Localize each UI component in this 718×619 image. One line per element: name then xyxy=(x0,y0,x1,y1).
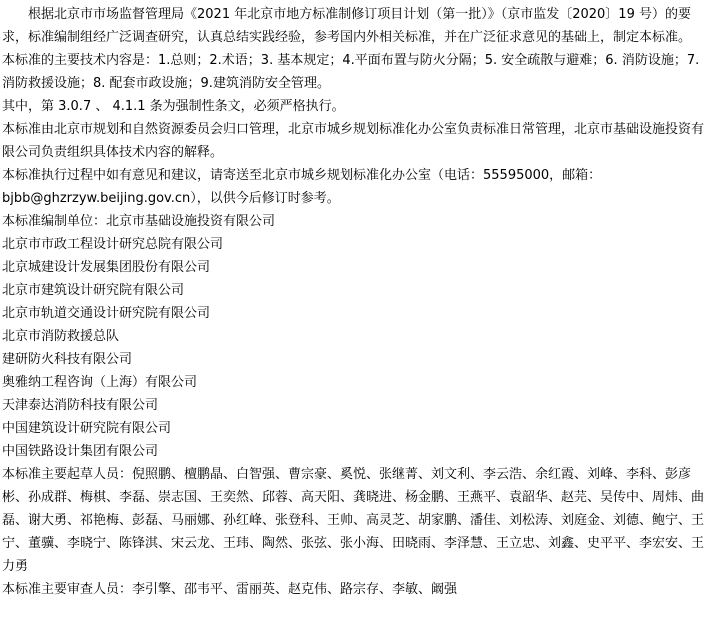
participating-unit: 北京市轨道交通设计研究院有限公司 xyxy=(2,306,211,321)
participating-unit: 中国建筑设计研究院有限公司 xyxy=(2,421,172,436)
participating-unit: 北京市市政工程设计研究总院有限公司 xyxy=(2,237,224,252)
drafters-paragraph: 本标准主要起草人员：倪照鹏、檀鹏晶、白智强、曹宗豪、奚悦、张继菁、刘文利、李云浩、余红霞、刘峰、李科、彭彦彬、孙成群、梅棋、李磊、崇志国、王奕然、邱蓉、高天阳、龚晓进、杨金鹏、王燕平、袁韶华、赵芫、吴传中、周炜、曲磊、谢大勇、祁艳梅、彭磊、马丽娜、孙红峰、张登科、王帅、高灵芝、胡家鹏、潘佳、刘松涛、刘庭金、刘德、鲍宁、王宁、董骥、李晓宁、陈锋淇、宋云龙、王玮、陶然、张弦、张小海、田晓雨、李泽慧、王立忠、刘鑫、史平平、李宏安、王力勇 xyxy=(2,467,705,574)
reviewers-paragraph: 本标准主要审查人员：李引擎、邵韦平、雷丽英、赵克伟、路宗存、李敏、阚强 xyxy=(2,582,458,597)
feedback-paragraph-line2: bjbb@ghzrzyw.beijing.gov.cn），以供今后修订时参考。 xyxy=(2,191,340,206)
participating-unit: 中国铁路设计集团有限公司 xyxy=(2,444,159,459)
participating-unit: 天津泰达消防科技有限公司 xyxy=(2,398,159,413)
participating-unit: 奥雅纳工程咨询（上海）有限公司 xyxy=(2,375,198,390)
participating-unit: 建研防火科技有限公司 xyxy=(2,352,133,367)
management-paragraph: 本标准由北京市规划和自然资源委员会归口管理，北京市城乡规划标准化办公室负责标准日常管理，北京市基础设施投资有限公司负责组织具体技术内容的解释。 xyxy=(2,122,705,160)
participating-unit: 北京市消防救援总队 xyxy=(2,329,120,344)
feedback-paragraph-line1: 本标准执行过程中如有意见和建议，请寄送至北京市城乡规划标准化办公室（电话：55595000，邮箱： xyxy=(2,168,602,183)
participating-unit: 北京城建设计发展集团股份有限公司 xyxy=(2,260,211,275)
participating-unit: 北京市建筑设计研究院有限公司 xyxy=(2,283,185,298)
chief-drafting-unit: 本标准编制单位：北京市基础设施投资有限公司 xyxy=(2,214,276,229)
intro-paragraph: 根据北京市市场监督管理局《2021 年北京市地方标准制修订项目计划（第一批）》（京市监发〔2020〕19 号）的要求，标准编制组经广泛调查研究，认真总结实践经验，参考国内外相关标准，并在广泛征求意见的基础上，制定本标准。 xyxy=(2,7,692,45)
mandatory-clauses-paragraph: 其中，第 3.0.7 、 4.1.1 条为强制性条文，必须严格执行。 xyxy=(2,99,345,114)
technical-contents-paragraph: 本标准的主要技术内容是：1.总则；2.术语；3. 基本规定；4.平面布置与防火分隔；5. 安全疏散与避难；6. 消防设施；7. 消防救援设施；8. 配套市政设施；9.建筑消防安全管理。 xyxy=(2,53,700,91)
